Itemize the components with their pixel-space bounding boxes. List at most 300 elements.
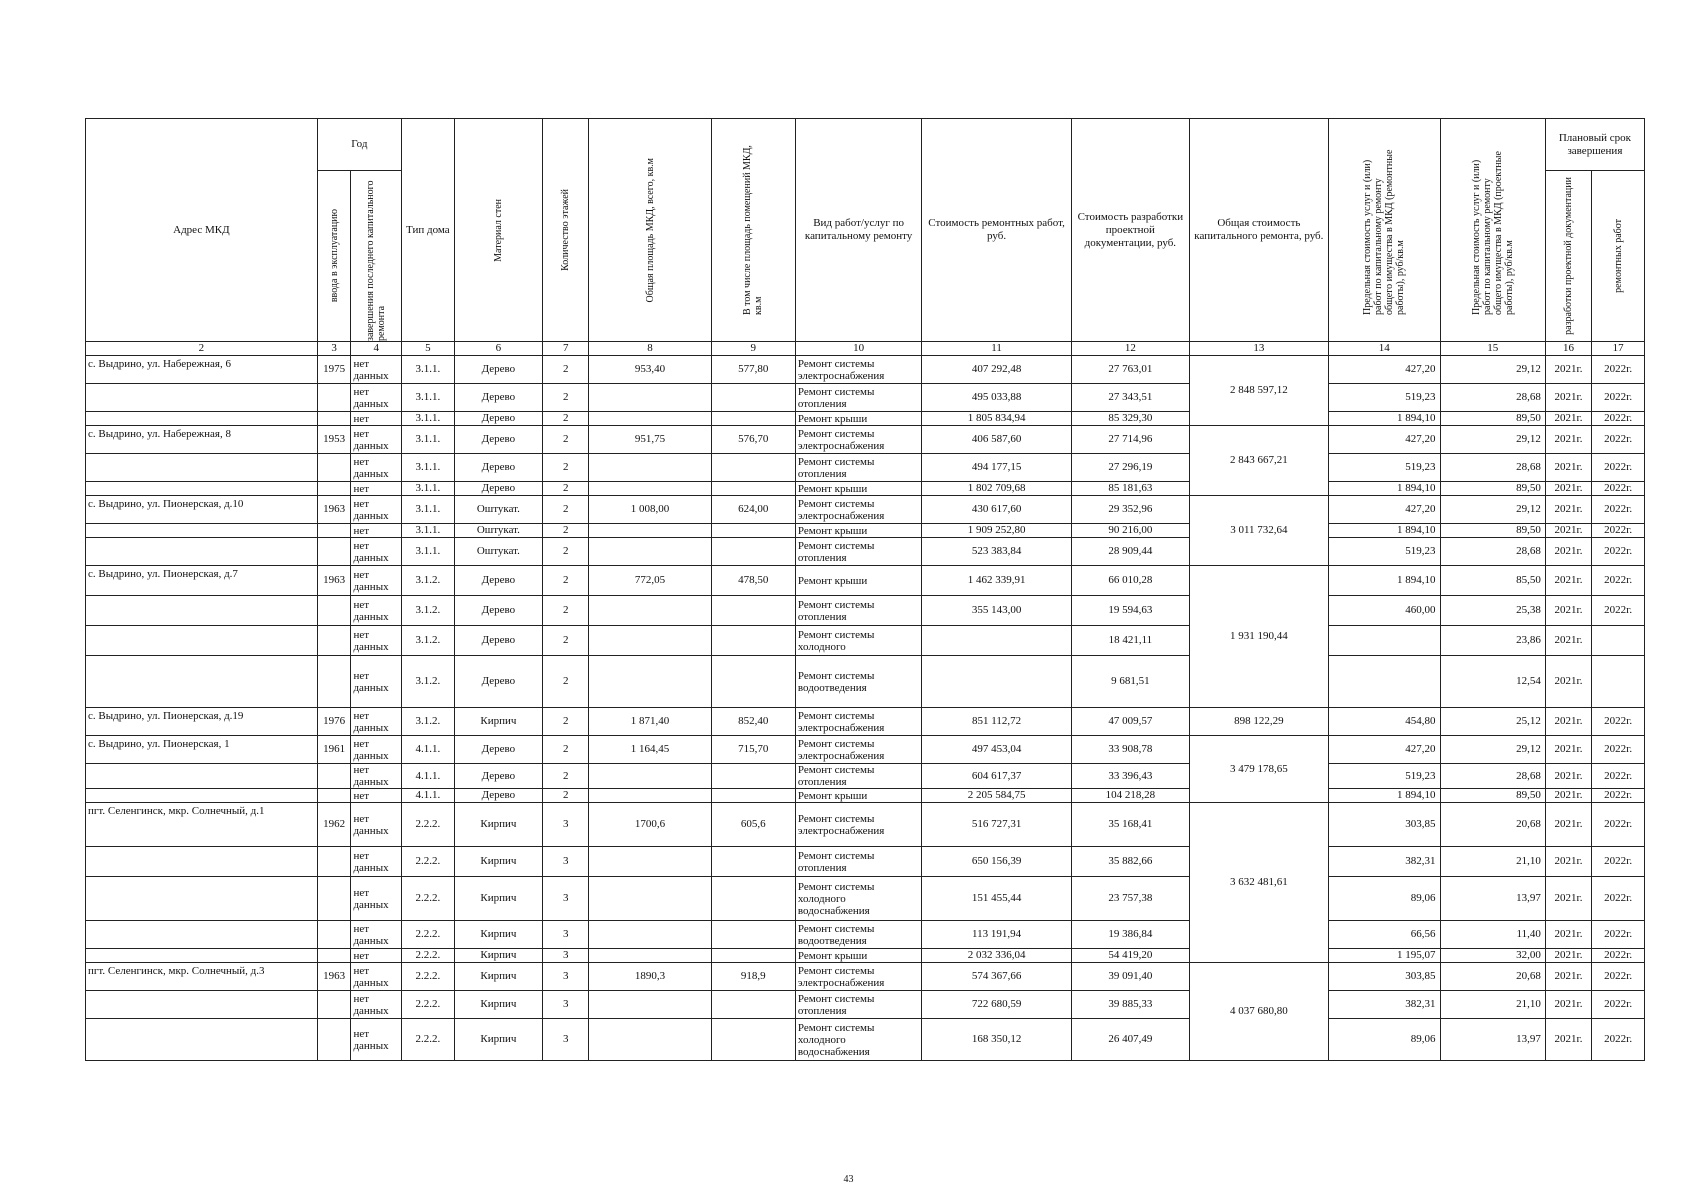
repair-cost-cell: 406 587,60 [922, 426, 1072, 454]
header-term-repair: ремонтных работ [1592, 171, 1645, 342]
premises-area-cell [711, 877, 795, 921]
wall-material-cell: Оштукат. [454, 524, 542, 538]
year-last-repair-cell: нет данных [351, 538, 402, 566]
year-commission-cell [317, 921, 351, 949]
limit-design-cell: 28,68 [1440, 384, 1545, 412]
address-cell [86, 384, 318, 412]
repair-cost-cell: 1 802 709,68 [922, 482, 1072, 496]
premises-area-cell: 576,70 [711, 426, 795, 454]
wall-material-cell: Дерево [454, 789, 542, 803]
term-repair-cell: 2022г. [1592, 482, 1645, 496]
house-type-cell: 3.1.2. [401, 596, 454, 626]
total-area-cell [589, 949, 711, 963]
limit-design-cell: 12,54 [1440, 656, 1545, 708]
table-row [86, 736, 1645, 764]
header-limit-design: Предельная стоимость услуг и (или) работ по капитальному ремонту общего имущества в МКД (проектные работы), руб/кв.м [1440, 119, 1545, 342]
design-cost-cell: 9 681,51 [1071, 656, 1189, 708]
term-design-cell: 2021г. [1545, 538, 1591, 566]
address-cell: с. Выдрино, ул. Пионерская, д.7 [86, 566, 318, 596]
year-last-repair-cell: нет данных [351, 963, 402, 991]
work-type-cell: Ремонт системы электроснабжения [795, 708, 921, 736]
total-cost-cell: 2 843 667,21 [1189, 426, 1328, 496]
page-number: 43 [843, 1174, 854, 1185]
premises-area-cell [711, 991, 795, 1019]
limit-design-cell: 29,12 [1440, 736, 1545, 764]
table-row [86, 949, 1645, 963]
limit-design-cell: 29,12 [1440, 496, 1545, 524]
repair-cost-cell: 2 205 584,75 [922, 789, 1072, 803]
limit-repair-cell: 66,56 [1328, 921, 1440, 949]
work-type-cell: Ремонт системы отопления [795, 596, 921, 626]
year-last-repair-cell: нет данных [351, 496, 402, 524]
term-design-cell: 2021г. [1545, 356, 1591, 384]
address-cell [86, 877, 318, 921]
design-cost-cell: 26 407,49 [1071, 1019, 1189, 1061]
total-cost-cell: 3 479 178,65 [1189, 736, 1328, 803]
year-commission-cell [317, 412, 351, 426]
total-area-cell [589, 656, 711, 708]
term-design-cell: 2021г. [1545, 384, 1591, 412]
premises-area-cell [711, 596, 795, 626]
house-type-cell: 3.1.1. [401, 384, 454, 412]
work-type-cell: Ремонт крыши [795, 566, 921, 596]
term-repair-cell: 2022г. [1592, 789, 1645, 803]
address-cell: с. Выдрино, ул. Набережная, 8 [86, 426, 318, 454]
capital-repair-table [85, 118, 1645, 1061]
work-type-cell: Ремонт системы электроснабжения [795, 803, 921, 847]
year-last-repair-cell: нет данных [351, 566, 402, 596]
address-cell [86, 412, 318, 426]
limit-repair-cell: 1 894,10 [1328, 566, 1440, 596]
repair-cost-cell: 430 617,60 [922, 496, 1072, 524]
total-area-cell [589, 877, 711, 921]
house-type-cell: 2.2.2. [401, 803, 454, 847]
table-row [86, 496, 1645, 524]
year-commission-cell [317, 524, 351, 538]
wall-material-cell: Кирпич [454, 991, 542, 1019]
header-planned-term: Плановый срок завершения [1545, 119, 1644, 171]
work-type-cell: Ремонт системы электроснабжения [795, 356, 921, 384]
term-repair-cell: 2022г. [1592, 949, 1645, 963]
work-type-cell: Ремонт крыши [795, 949, 921, 963]
design-cost-cell: 27 763,01 [1071, 356, 1189, 384]
year-commission-cell [317, 384, 351, 412]
design-cost-cell: 47 009,57 [1071, 708, 1189, 736]
table-row [86, 877, 1645, 921]
limit-repair-cell: 1 894,10 [1328, 482, 1440, 496]
wall-material-cell: Кирпич [454, 949, 542, 963]
term-design-cell: 2021г. [1545, 426, 1591, 454]
house-type-cell: 2.2.2. [401, 921, 454, 949]
term-repair-cell: 2022г. [1592, 1019, 1645, 1061]
work-type-cell: Ремонт системы отопления [795, 764, 921, 789]
limit-design-cell: 29,12 [1440, 356, 1545, 384]
wall-material-cell: Оштукат. [454, 496, 542, 524]
year-last-repair-cell: нет данных [351, 877, 402, 921]
floors-cell: 2 [543, 789, 589, 803]
wall-material-cell: Кирпич [454, 877, 542, 921]
total-area-cell [589, 482, 711, 496]
total-cost-cell: 4 037 680,80 [1189, 963, 1328, 1061]
address-cell [86, 538, 318, 566]
term-design-cell: 2021г. [1545, 736, 1591, 764]
total-cost-cell: 1 931 190,44 [1189, 566, 1328, 708]
total-cost-cell: 898 122,29 [1189, 708, 1328, 736]
year-commission-cell: 1975 [317, 356, 351, 384]
total-area-cell [589, 524, 711, 538]
total-area-cell: 953,40 [589, 356, 711, 384]
repair-cost-cell: 495 033,88 [922, 384, 1072, 412]
house-type-cell: 3.1.2. [401, 626, 454, 656]
year-commission-cell: 1963 [317, 963, 351, 991]
year-last-repair-cell: нет данных [351, 991, 402, 1019]
wall-material-cell: Кирпич [454, 1019, 542, 1061]
table-row [86, 803, 1645, 847]
total-area-cell: 1 008,00 [589, 496, 711, 524]
work-type-cell: Ремонт системы отопления [795, 991, 921, 1019]
repair-cost-cell: 497 453,04 [922, 736, 1072, 764]
year-last-repair-cell: нет данных [351, 921, 402, 949]
limit-repair-cell: 89,06 [1328, 1019, 1440, 1061]
year-commission-cell [317, 596, 351, 626]
premises-area-cell: 605,6 [711, 803, 795, 847]
column-number: 11 [922, 342, 1072, 356]
work-type-cell: Ремонт системы отопления [795, 538, 921, 566]
work-type-cell: Ремонт системы холодного водоснабжения [795, 1019, 921, 1061]
work-type-cell: Ремонт крыши [795, 482, 921, 496]
column-number: 4 [351, 342, 402, 356]
house-type-cell: 3.1.1. [401, 496, 454, 524]
work-type-cell: Ремонт крыши [795, 789, 921, 803]
premises-area-cell [711, 454, 795, 482]
term-design-cell: 2021г. [1545, 764, 1591, 789]
design-cost-cell: 27 296,19 [1071, 454, 1189, 482]
floors-cell: 3 [543, 921, 589, 949]
wall-material-cell: Дерево [454, 412, 542, 426]
address-cell [86, 921, 318, 949]
header-year: Год [317, 119, 401, 171]
total-area-cell [589, 412, 711, 426]
year-last-repair-cell: нет [351, 524, 402, 538]
limit-repair-cell [1328, 656, 1440, 708]
wall-material-cell: Дерево [454, 566, 542, 596]
repair-cost-cell: 604 617,37 [922, 764, 1072, 789]
header-year-commission: ввода в эксплуатацию [317, 171, 351, 342]
address-cell: с. Выдрино, ул. Набережная, 6 [86, 356, 318, 384]
table-body [86, 356, 1645, 1061]
floors-cell: 2 [543, 656, 589, 708]
address-cell: с. Выдрино, ул. Пионерская, 1 [86, 736, 318, 764]
house-type-cell: 3.1.2. [401, 656, 454, 708]
year-commission-cell [317, 538, 351, 566]
total-cost-cell: 2 848 597,12 [1189, 356, 1328, 426]
limit-design-cell: 23,86 [1440, 626, 1545, 656]
repair-cost-cell: 1 909 252,80 [922, 524, 1072, 538]
year-last-repair-cell: нет данных [351, 454, 402, 482]
design-cost-cell: 104 218,28 [1071, 789, 1189, 803]
term-repair-cell: 2022г. [1592, 736, 1645, 764]
premises-area-cell [711, 412, 795, 426]
premises-area-cell: 624,00 [711, 496, 795, 524]
address-cell [86, 626, 318, 656]
table-row [86, 426, 1645, 454]
design-cost-cell: 85 181,63 [1071, 482, 1189, 496]
design-cost-cell: 19 386,84 [1071, 921, 1189, 949]
floors-cell: 3 [543, 963, 589, 991]
house-type-cell: 3.1.2. [401, 566, 454, 596]
work-type-cell: Ремонт системы электроснабжения [795, 736, 921, 764]
limit-repair-cell: 1 195,07 [1328, 949, 1440, 963]
total-area-cell [589, 454, 711, 482]
repair-cost-cell: 113 191,94 [922, 921, 1072, 949]
year-last-repair-cell: нет [351, 949, 402, 963]
house-type-cell: 3.1.1. [401, 482, 454, 496]
header-repair-cost: Стоимость ремонтных работ, руб. [922, 119, 1072, 342]
total-area-cell: 1 164,45 [589, 736, 711, 764]
term-repair-cell: 2022г. [1592, 991, 1645, 1019]
year-commission-cell [317, 949, 351, 963]
limit-design-cell: 13,97 [1440, 877, 1545, 921]
premises-area-cell: 918,9 [711, 963, 795, 991]
wall-material-cell: Оштукат. [454, 538, 542, 566]
limit-repair-cell: 1 894,10 [1328, 789, 1440, 803]
house-type-cell: 2.2.2. [401, 1019, 454, 1061]
term-design-cell: 2021г. [1545, 708, 1591, 736]
total-area-cell [589, 538, 711, 566]
floors-cell: 2 [543, 426, 589, 454]
floors-cell: 2 [543, 566, 589, 596]
total-area-cell [589, 596, 711, 626]
table-row [86, 1019, 1645, 1061]
floors-cell: 2 [543, 412, 589, 426]
year-last-repair-cell: нет данных [351, 736, 402, 764]
work-type-cell: Ремонт системы отопления [795, 454, 921, 482]
wall-material-cell: Кирпич [454, 963, 542, 991]
work-type-cell: Ремонт системы отопления [795, 384, 921, 412]
wall-material-cell: Дерево [454, 656, 542, 708]
header-house-type: Тип дома [401, 119, 454, 342]
table-row [86, 356, 1645, 384]
year-commission-cell [317, 847, 351, 877]
wall-material-cell: Дерево [454, 764, 542, 789]
total-cost-cell: 3 632 481,61 [1189, 803, 1328, 963]
floors-cell: 2 [543, 454, 589, 482]
limit-repair-cell: 1 894,10 [1328, 524, 1440, 538]
work-type-cell: Ремонт крыши [795, 524, 921, 538]
term-design-cell: 2021г. [1545, 789, 1591, 803]
term-design-cell: 2021г. [1545, 496, 1591, 524]
year-commission-cell: 1953 [317, 426, 351, 454]
total-area-cell: 1700,6 [589, 803, 711, 847]
work-type-cell: Ремонт системы электроснабжения [795, 426, 921, 454]
premises-area-cell: 715,70 [711, 736, 795, 764]
term-design-cell: 2021г. [1545, 524, 1591, 538]
table-row [86, 626, 1645, 656]
term-design-cell: 2021г. [1545, 482, 1591, 496]
term-repair-cell: 2022г. [1592, 921, 1645, 949]
year-last-repair-cell: нет данных [351, 426, 402, 454]
premises-area-cell: 577,80 [711, 356, 795, 384]
repair-cost-cell: 516 727,31 [922, 803, 1072, 847]
repair-cost-cell: 1 462 339,91 [922, 566, 1072, 596]
address-cell [86, 524, 318, 538]
design-cost-cell: 33 908,78 [1071, 736, 1189, 764]
limit-repair-cell: 427,20 [1328, 496, 1440, 524]
wall-material-cell: Дерево [454, 626, 542, 656]
premises-area-cell [711, 538, 795, 566]
limit-design-cell: 89,50 [1440, 524, 1545, 538]
premises-area-cell [711, 524, 795, 538]
column-number: 12 [1071, 342, 1189, 356]
column-number: 5 [401, 342, 454, 356]
header-work-type: Вид работ/услуг по капитальному ремонту [795, 119, 921, 342]
table-row [86, 921, 1645, 949]
term-design-cell: 2021г. [1545, 454, 1591, 482]
house-type-cell: 4.1.1. [401, 736, 454, 764]
total-cost-cell: 3 011 732,64 [1189, 496, 1328, 566]
design-cost-cell: 23 757,38 [1071, 877, 1189, 921]
table-row [86, 482, 1645, 496]
year-commission-cell: 1963 [317, 496, 351, 524]
floors-cell: 2 [543, 496, 589, 524]
wall-material-cell: Кирпич [454, 847, 542, 877]
limit-repair-cell: 460,00 [1328, 596, 1440, 626]
floors-cell: 3 [543, 1019, 589, 1061]
limit-design-cell: 25,38 [1440, 596, 1545, 626]
total-area-cell: 1 871,40 [589, 708, 711, 736]
column-number: 3 [317, 342, 351, 356]
column-number-row [86, 342, 1645, 356]
total-area-cell [589, 764, 711, 789]
column-number: 9 [711, 342, 795, 356]
premises-area-cell [711, 789, 795, 803]
year-last-repair-cell: нет [351, 789, 402, 803]
term-repair-cell: 2022г. [1592, 764, 1645, 789]
limit-repair-cell: 519,23 [1328, 538, 1440, 566]
year-commission-cell [317, 656, 351, 708]
term-design-cell: 2021г. [1545, 626, 1591, 656]
column-number: 16 [1545, 342, 1591, 356]
address-cell [86, 991, 318, 1019]
wall-material-cell: Дерево [454, 482, 542, 496]
column-number: 7 [543, 342, 589, 356]
term-repair-cell: 2022г. [1592, 803, 1645, 847]
premises-area-cell [711, 764, 795, 789]
repair-cost-cell: 355 143,00 [922, 596, 1072, 626]
term-design-cell: 2021г. [1545, 949, 1591, 963]
term-repair-cell: 2022г. [1592, 454, 1645, 482]
table-row [86, 789, 1645, 803]
repair-cost-cell: 650 156,39 [922, 847, 1072, 877]
term-design-cell: 2021г. [1545, 803, 1591, 847]
work-type-cell: Ремонт системы холодного водоснабжения [795, 877, 921, 921]
limit-repair-cell: 382,31 [1328, 847, 1440, 877]
term-design-cell: 2021г. [1545, 847, 1591, 877]
header-premises-area: В том числе площадь помещений МКД, кв.м [711, 119, 795, 342]
address-cell [86, 949, 318, 963]
total-area-cell [589, 847, 711, 877]
header-total-area: Общая площадь МКД, всего, кв.м [589, 119, 711, 342]
design-cost-cell: 35 168,41 [1071, 803, 1189, 847]
premises-area-cell: 478,50 [711, 566, 795, 596]
term-design-cell: 2021г. [1545, 412, 1591, 426]
year-commission-cell [317, 789, 351, 803]
wall-material-cell: Дерево [454, 454, 542, 482]
address-cell [86, 847, 318, 877]
term-repair-cell: 2022г. [1592, 566, 1645, 596]
term-design-cell: 2021г. [1545, 1019, 1591, 1061]
limit-design-cell: 85,50 [1440, 566, 1545, 596]
column-number: 8 [589, 342, 711, 356]
floors-cell: 2 [543, 524, 589, 538]
total-area-cell: 951,75 [589, 426, 711, 454]
limit-repair-cell: 519,23 [1328, 454, 1440, 482]
year-last-repair-cell: нет данных [351, 356, 402, 384]
design-cost-cell: 90 216,00 [1071, 524, 1189, 538]
limit-repair-cell: 89,06 [1328, 877, 1440, 921]
premises-area-cell [711, 656, 795, 708]
term-repair-cell: 2022г. [1592, 596, 1645, 626]
repair-cost-cell: 168 350,12 [922, 1019, 1072, 1061]
column-number: 15 [1440, 342, 1545, 356]
year-commission-cell [317, 991, 351, 1019]
floors-cell: 2 [543, 626, 589, 656]
year-commission-cell [317, 482, 351, 496]
house-type-cell: 3.1.1. [401, 356, 454, 384]
column-number: 14 [1328, 342, 1440, 356]
term-repair-cell [1592, 656, 1645, 708]
year-last-repair-cell: нет данных [351, 384, 402, 412]
table-row [86, 847, 1645, 877]
term-design-cell: 2021г. [1545, 921, 1591, 949]
term-design-cell: 2021г. [1545, 877, 1591, 921]
floors-cell: 3 [543, 877, 589, 921]
repair-cost-cell: 851 112,72 [922, 708, 1072, 736]
design-cost-cell: 54 419,20 [1071, 949, 1189, 963]
term-design-cell: 2021г. [1545, 963, 1591, 991]
floors-cell: 2 [543, 384, 589, 412]
year-last-repair-cell: нет данных [351, 626, 402, 656]
term-repair-cell: 2022г. [1592, 496, 1645, 524]
premises-area-cell [711, 949, 795, 963]
repair-cost-cell: 407 292,48 [922, 356, 1072, 384]
house-type-cell: 3.1.1. [401, 412, 454, 426]
limit-design-cell: 11,40 [1440, 921, 1545, 949]
year-commission-cell: 1976 [317, 708, 351, 736]
premises-area-cell [711, 482, 795, 496]
address-cell [86, 656, 318, 708]
term-design-cell: 2021г. [1545, 991, 1591, 1019]
limit-design-cell: 28,68 [1440, 764, 1545, 789]
address-cell [86, 789, 318, 803]
term-repair-cell: 2022г. [1592, 412, 1645, 426]
wall-material-cell: Дерево [454, 356, 542, 384]
column-number: 17 [1592, 342, 1645, 356]
year-commission-cell: 1961 [317, 736, 351, 764]
year-commission-cell [317, 1019, 351, 1061]
house-type-cell: 3.1.1. [401, 426, 454, 454]
house-type-cell: 2.2.2. [401, 991, 454, 1019]
year-last-repair-cell: нет данных [351, 1019, 402, 1061]
header-year-last-repair: завершения последнего капитального ремонта [351, 171, 402, 342]
work-type-cell: Ремонт крыши [795, 412, 921, 426]
table-row [86, 566, 1645, 596]
house-type-cell: 2.2.2. [401, 877, 454, 921]
address-cell: с. Выдрино, ул. Пионерская, д.10 [86, 496, 318, 524]
header-limit-repair: Предельная стоимость услуг и (или) работ по капитальному ремонту общего имущества в МКД (ремонтные работы), руб/кв.м [1328, 119, 1440, 342]
total-area-cell [589, 789, 711, 803]
year-last-repair-cell: нет данных [351, 847, 402, 877]
